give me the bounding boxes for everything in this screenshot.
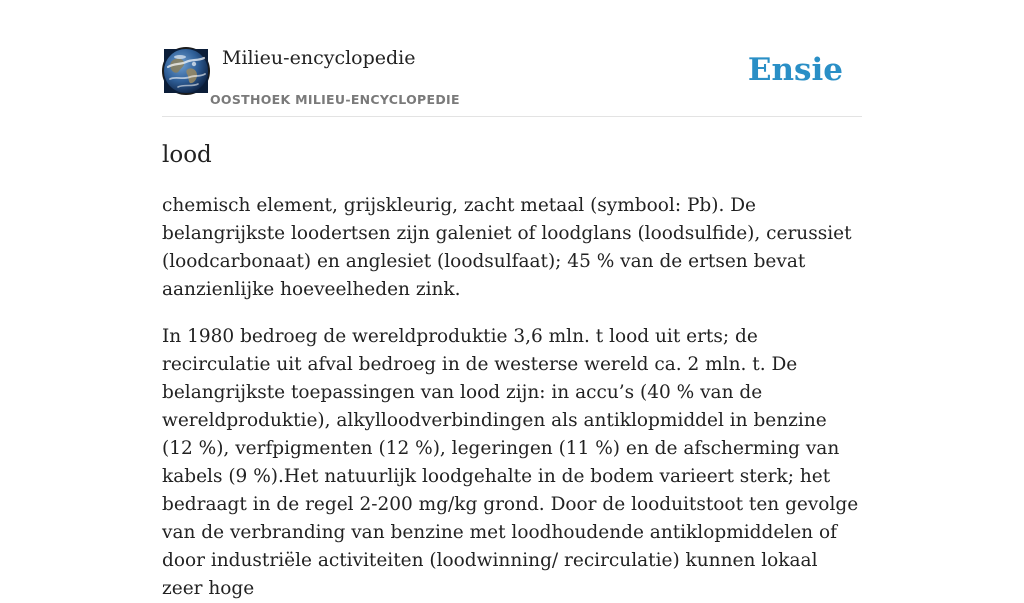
article-paragraph-1: chemisch element, grijskleurig, zacht metaal (symbool: Pb). De belangrijkste loodertsen zijn galeniet of loodglans (loodsulfide), cerussiet (loodcarbonaat) en anglesiet (loodsulfaat); 45 % van de ertsen bevat aanzienlijke hoeveelheden zink. xyxy=(162,195,852,300)
article xyxy=(162,140,862,603)
site-subtitle[interactable]: OOSTHOEK MILIEU-ENCYCLOPEDIE xyxy=(210,92,460,107)
article-paragraph-2: In 1980 bedroeg de wereldproduktie 3,6 mln. t lood uit erts; de recirculatie uit afval bedroeg in de westerse wereld ca. 2 mln. t. De belangrijkste toepassingen van lood zijn: in accu’s (40 % van de wereldproduktie), alkylloodverbindingen als antiklopmiddel in benzine (12 %), verfpigmenten (12 %), legeringen (11 %) en de afscherming van kabels (9 %).Het natuurlijk loodgehalte in de bodem varieert sterk; het bedraagt in de regel 2-200 mg/kg grond. Door de looduitstoot ten gevolge van de verbranding van benzine met loodhoudende antiklopmiddelen of door industriële activiteiten (loodwinning/ recirculatie) kunnen lokaal zeer hoge xyxy=(162,326,859,599)
site-header xyxy=(162,46,862,117)
article-title: lood xyxy=(162,142,212,168)
ensie-logo-link[interactable]: Ensie xyxy=(747,52,843,88)
earth-globe-icon[interactable] xyxy=(162,47,210,95)
site-title[interactable]: Milieu-encyclopedie xyxy=(222,47,416,69)
